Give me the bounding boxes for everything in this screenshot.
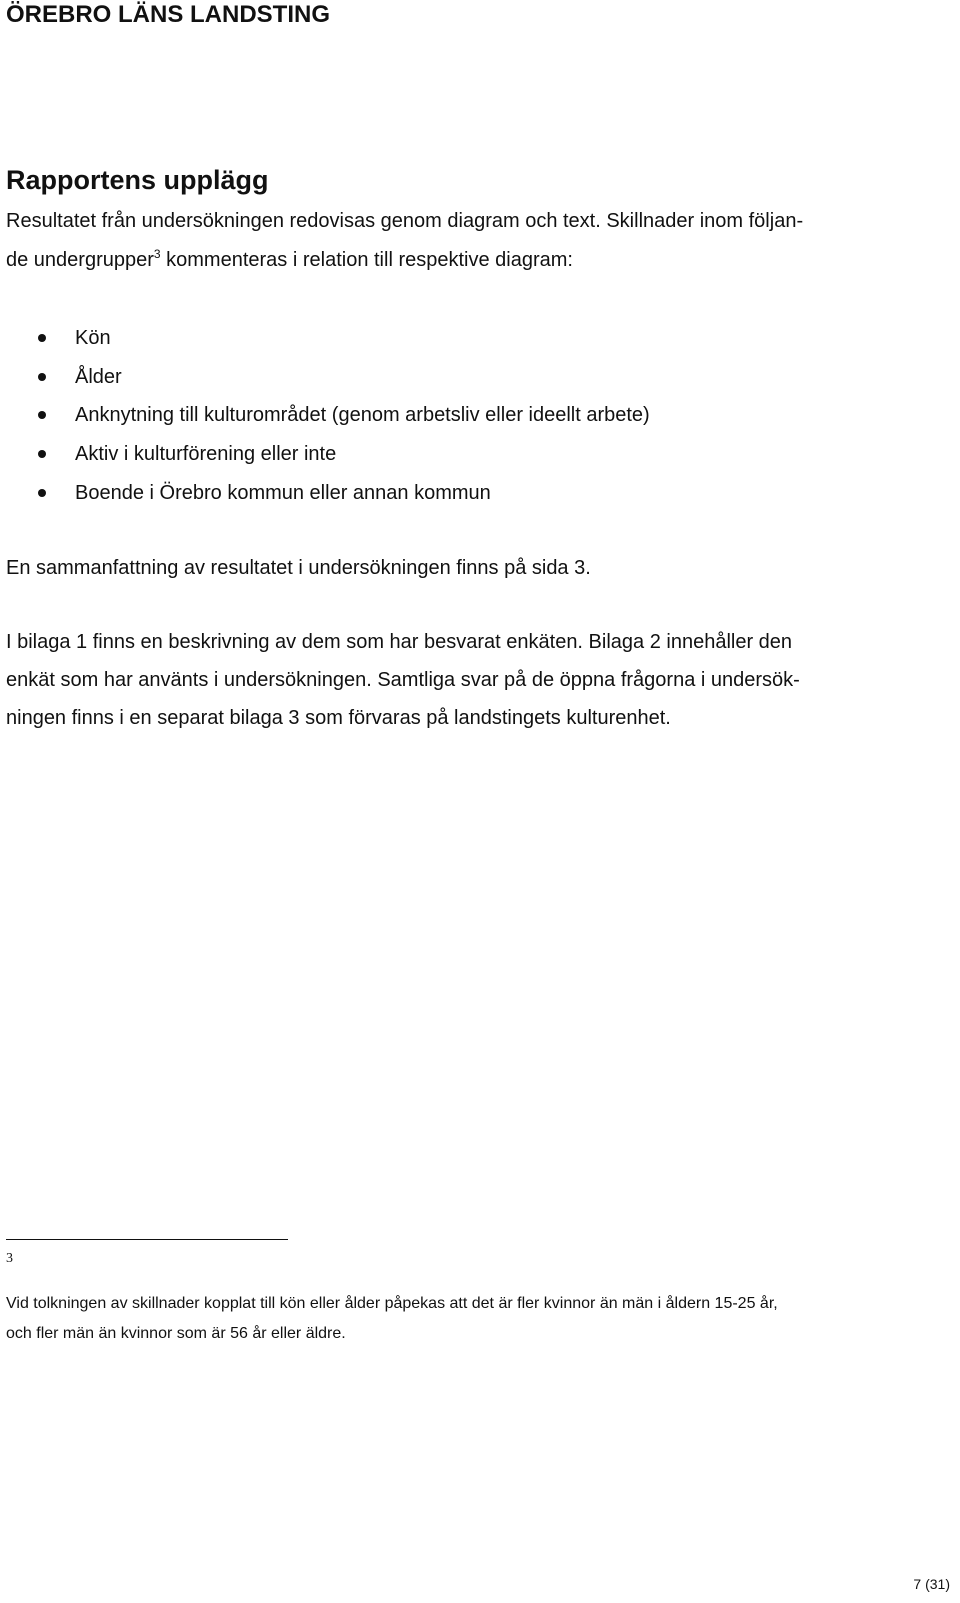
bullet-dot-icon bbox=[38, 334, 46, 342]
footnote-reference: 3 bbox=[153, 247, 161, 261]
footnote-number: 3 bbox=[6, 1251, 13, 1266]
intro-line-1: Resultatet från undersökningen redovisas genom diagram och text. Skillnader inom följan- bbox=[6, 210, 804, 232]
intro-line-2-end: kommenteras i relation till respektive diagram: bbox=[160, 249, 573, 271]
footnote-line-1: Vid tolkningen av skillnader kopplat till kön eller ålder påpekas att det är fler kvinnor än män i åldern 15-25 år, bbox=[6, 1295, 778, 1312]
intro-line-2-start: de undergrupper bbox=[6, 249, 154, 271]
footnote-line-2: och fler män än kvinnor som är 56 år eller äldre. bbox=[6, 1325, 346, 1342]
bullet-text: Aktiv i kulturförening eller inte bbox=[75, 443, 337, 465]
appendix-line-1: I bilaga 1 finns en beskrivning av dem som har besvarat enkäten. Bilaga 2 innehåller den bbox=[6, 631, 793, 653]
section-title: Rapportens upplägg bbox=[6, 165, 269, 195]
appendix-line-3: ningen finns i en separat bilaga 3 som förvaras på landstingets kulturenhet. bbox=[6, 707, 671, 729]
organization-header: ÖREBRO LÄNS LANDSTING bbox=[6, 1, 330, 28]
bullet-text: Anknytning till kulturområdet (genom arbetsliv eller ideellt arbete) bbox=[75, 404, 650, 426]
bullet-text: Ålder bbox=[75, 366, 122, 388]
bullet-dot-icon bbox=[38, 489, 46, 497]
bullet-dot-icon bbox=[38, 411, 46, 419]
intro-line-2 bbox=[6, 248, 573, 272]
page-number: 7 (31) bbox=[913, 1576, 950, 1592]
summary-paragraph: En sammanfattning av resultatet i undersökningen finns på sida 3. bbox=[6, 557, 591, 579]
appendix-line-2: enkät som har använts i undersökningen. Samtliga svar på de öppna frågorna i undersök- bbox=[6, 669, 800, 691]
bullet-dot-icon bbox=[38, 450, 46, 458]
bullet-text: Kön bbox=[75, 327, 111, 349]
bullet-text: Boende i Örebro kommun eller annan kommun bbox=[75, 482, 491, 504]
footnote-divider bbox=[6, 1239, 288, 1240]
bullet-dot-icon bbox=[38, 373, 46, 381]
